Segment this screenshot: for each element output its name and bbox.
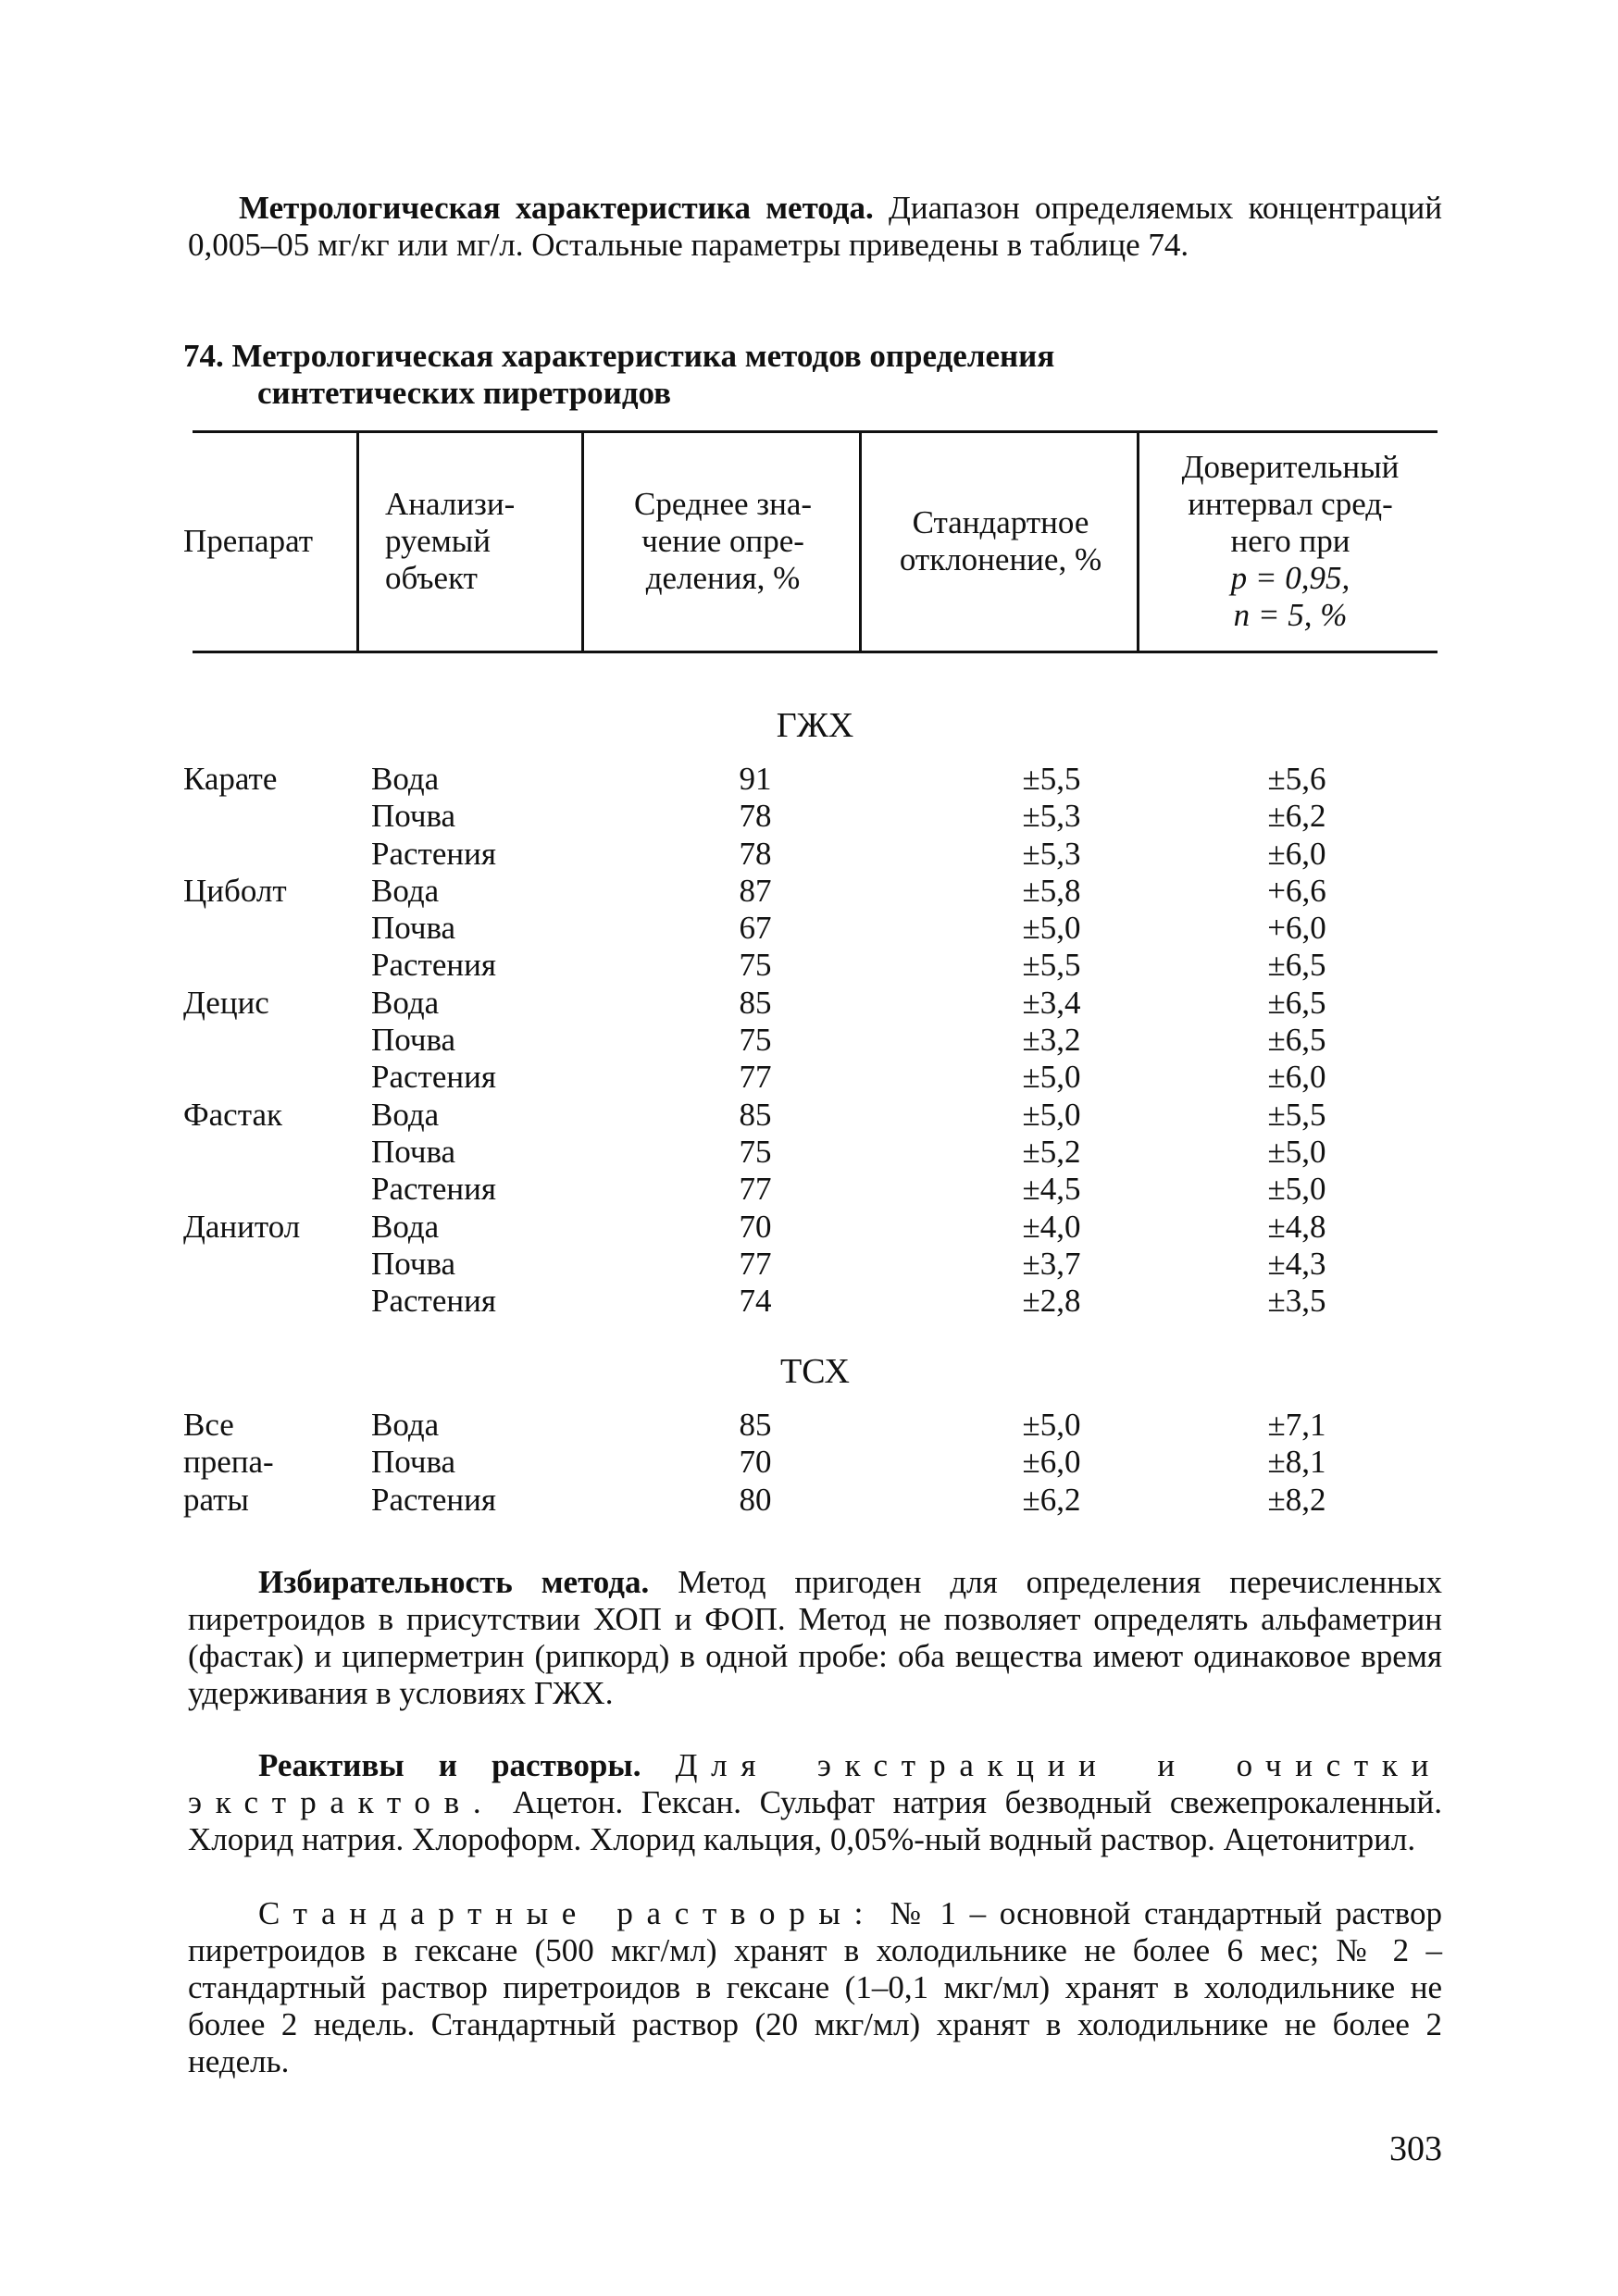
drug-cell — [183, 1059, 371, 1096]
table-row — [183, 1059, 1408, 1096]
table-row — [183, 761, 1408, 798]
drug-cell: раты — [183, 1481, 249, 1518]
object-cell: Почва — [371, 1022, 456, 1059]
sd-cell: ±2,8 — [1022, 1283, 1081, 1320]
mean-cell: 67 — [739, 910, 772, 947]
selectivity-paragraph — [188, 1564, 1442, 1712]
sd-cell: ±5,3 — [1022, 835, 1081, 872]
header-drug: Препарат — [183, 523, 313, 559]
object-cell: Растения — [371, 1481, 496, 1518]
ci-cell: ±5,0 — [1267, 1133, 1326, 1170]
drug-cell: Децис — [183, 984, 269, 1021]
object-cell: Почва — [371, 1444, 456, 1481]
sd-cell: ±5,8 — [1022, 872, 1081, 909]
sd-cell: ±5,0 — [1022, 1059, 1081, 1096]
table-row — [183, 1407, 1408, 1444]
intro-title: Метрологическая характеристика метода. — [239, 190, 874, 226]
selectivity-title: Избирательность метода. — [258, 1564, 650, 1600]
standards-paragraph — [188, 1895, 1442, 2080]
header-mean: Среднее зна-чение опре-деления, % — [633, 486, 813, 596]
drug-cell — [183, 1134, 371, 1171]
ci-cell: ±5,5 — [1267, 1096, 1326, 1133]
table-caption-line2: синтетических пиретроидов — [257, 375, 672, 411]
intro-paragraph — [188, 190, 1442, 264]
sd-cell: ±5,0 — [1022, 1096, 1081, 1133]
drug-cell — [183, 1171, 371, 1208]
mean-cell: 78 — [739, 798, 772, 835]
ci-cell: ±5,0 — [1267, 1171, 1326, 1208]
object-cell: Вода — [371, 872, 440, 909]
ci-cell: ±6,5 — [1267, 984, 1326, 1021]
mean-cell: 70 — [739, 1208, 772, 1245]
drug-cell — [183, 1246, 371, 1283]
header-divider-1 — [356, 431, 359, 652]
table-row — [183, 910, 1408, 947]
mean-cell: 77 — [739, 1171, 772, 1208]
mean-cell: 75 — [739, 947, 772, 984]
ci-cell: ±7,1 — [1267, 1407, 1326, 1443]
drug-cell: препа- — [183, 1444, 274, 1481]
drug-cell: Данитол — [183, 1208, 301, 1245]
table-row — [183, 1246, 1408, 1283]
header-divider-2 — [581, 431, 584, 652]
object-cell: Растения — [371, 835, 496, 872]
sd-cell: ±4,5 — [1022, 1171, 1081, 1208]
ci-cell: ±6,0 — [1267, 835, 1326, 872]
mean-cell: 87 — [739, 872, 772, 909]
sd-cell: ±4,0 — [1022, 1208, 1081, 1245]
table-row — [183, 1482, 1408, 1519]
drug-cell: Фастак — [183, 1096, 282, 1133]
object-cell: Вода — [371, 1096, 440, 1133]
header-divider-4 — [1137, 431, 1139, 652]
object-cell: Вода — [371, 984, 440, 1021]
selectivity-text: Метод пригоден для определения перечисленных пиретроидов в присутствии ХОП и ФОП. Метод не позволяет определять альфаметрин (фастак) и циперметрин (рипкорд) в одной пробе: оба вещества имеют одинаковое время удерживания в условиях ГЖХ. — [188, 1564, 1443, 1711]
mean-cell: 75 — [739, 1022, 772, 1059]
object-cell: Растения — [371, 1283, 496, 1320]
header-object: Анализи-руемый объект — [385, 486, 516, 596]
object-cell: Вода — [371, 1407, 440, 1443]
table-row — [183, 1444, 1408, 1481]
table-caption-line1: 74. Метрологическая характеристика методов определения — [183, 338, 1055, 374]
header-ci: Доверительный интервал сред- него при p = 0,95, n = 5, % — [1181, 449, 1400, 633]
drug-cell — [183, 836, 371, 873]
table-row — [183, 947, 1408, 984]
object-cell: Вода — [371, 1208, 440, 1245]
sd-cell: ±3,4 — [1022, 984, 1081, 1021]
drug-cell: Циболт — [183, 872, 287, 909]
table-row — [183, 873, 1408, 910]
ci-cell: ±8,1 — [1267, 1444, 1326, 1481]
table-row — [183, 1097, 1408, 1134]
sd-cell: ±5,0 — [1022, 1407, 1081, 1443]
ci-cell: ±3,5 — [1267, 1283, 1326, 1320]
ci-cell: +6,0 — [1267, 910, 1326, 947]
drug-cell — [183, 910, 371, 947]
object-cell: Почва — [371, 1133, 456, 1170]
drug-cell: Карате — [183, 761, 278, 797]
sd-cell: ±6,2 — [1022, 1481, 1081, 1518]
ci-cell: ±6,2 — [1267, 798, 1326, 835]
sd-cell: ±5,5 — [1022, 761, 1081, 797]
drug-cell — [183, 947, 371, 984]
mean-cell: 85 — [739, 1407, 772, 1443]
object-cell: Растения — [371, 1059, 496, 1096]
sd-cell: ±3,2 — [1022, 1022, 1081, 1059]
table-row — [183, 1134, 1408, 1171]
intro-text: Диапазон определяемых концентраций 0,005–05 мг/кг или мг/л. Остальные параметры приведены в таблице 74. — [188, 190, 1443, 263]
table-row — [183, 1171, 1408, 1208]
table-row — [183, 1209, 1408, 1246]
table-row — [183, 798, 1408, 835]
page-number: 303 — [1389, 2129, 1442, 2168]
mean-cell: 85 — [739, 984, 772, 1021]
table-tlc-body — [183, 1407, 1408, 1519]
mean-cell: 78 — [739, 835, 772, 872]
reagents-text: Ацетон. Гексан. Сульфат натрия безводный свежепрокаленный. Хлорид натрия. Хлороформ. Хлорид кальция, 0,05%-ный водный раствор. Ацетонитрил. — [188, 1784, 1443, 1857]
sd-cell: ±5,5 — [1022, 947, 1081, 984]
ci-cell: ±6,0 — [1267, 1059, 1326, 1096]
mean-cell: 85 — [739, 1096, 772, 1133]
reagents-title: Реактивы и растворы. — [258, 1747, 641, 1783]
drug-cell: Все — [183, 1407, 234, 1443]
object-cell: Растения — [371, 947, 496, 984]
table-row — [183, 1283, 1408, 1320]
ci-cell: ±4,8 — [1267, 1208, 1326, 1245]
table-row — [183, 985, 1408, 1022]
ci-cell: ±5,6 — [1267, 761, 1326, 797]
table-row — [183, 836, 1408, 873]
mean-cell: 77 — [739, 1059, 772, 1096]
sd-cell: ±5,2 — [1022, 1133, 1081, 1170]
header-sd: Стандартное отклонение, % — [899, 504, 1102, 577]
sd-cell: ±5,0 — [1022, 910, 1081, 947]
standards-title: Стандартные растворы: — [258, 1895, 877, 1931]
ci-cell: ±6,5 — [1267, 947, 1326, 984]
table-caption — [183, 338, 1248, 412]
mean-cell: 74 — [739, 1283, 772, 1320]
table-row — [183, 1022, 1408, 1059]
table-gc-body — [183, 761, 1408, 1320]
object-cell: Почва — [371, 1245, 456, 1282]
drug-cell — [183, 1283, 371, 1320]
object-cell: Почва — [371, 798, 456, 835]
mean-cell: 70 — [739, 1444, 772, 1481]
object-cell: Вода — [371, 761, 440, 797]
sd-cell: ±5,3 — [1022, 798, 1081, 835]
drug-cell — [183, 1022, 371, 1059]
ci-cell: ±4,3 — [1267, 1245, 1326, 1282]
ci-cell: ±6,5 — [1267, 1022, 1326, 1059]
object-cell: Растения — [371, 1171, 496, 1208]
mean-cell: 91 — [739, 761, 772, 797]
ci-cell: ±8,2 — [1267, 1481, 1326, 1518]
mean-cell: 77 — [739, 1245, 772, 1282]
mean-cell: 80 — [739, 1481, 772, 1518]
mean-cell: 75 — [739, 1133, 772, 1170]
object-cell: Почва — [371, 910, 456, 947]
section-gc-label: ГЖХ — [776, 706, 854, 745]
reagents-subtitle: Для экстракции и очистки экстрактов. — [188, 1747, 1443, 1820]
ci-cell: +6,6 — [1267, 872, 1326, 909]
header-divider-3 — [859, 431, 862, 652]
sd-cell: ±6,0 — [1022, 1444, 1081, 1481]
sd-cell: ±3,7 — [1022, 1245, 1081, 1282]
section-tlc-label: ТСХ — [779, 1352, 851, 1391]
drug-cell — [183, 798, 371, 835]
reagents-paragraph — [188, 1747, 1442, 1858]
standards-text: № 1 – основной стандартный раствор пиретроидов в гексане (500 мкг/мл) хранят в холодильнике не более 6 мес; № 2 – стандартный раствор пиретроидов в гексане (1–0,1 мкг/мл) хранят в холодильнике не более 2 недель. Стандартный раствор (20 мкг/мл) хранят в холодильнике не более 2 недель. — [188, 1895, 1443, 2079]
